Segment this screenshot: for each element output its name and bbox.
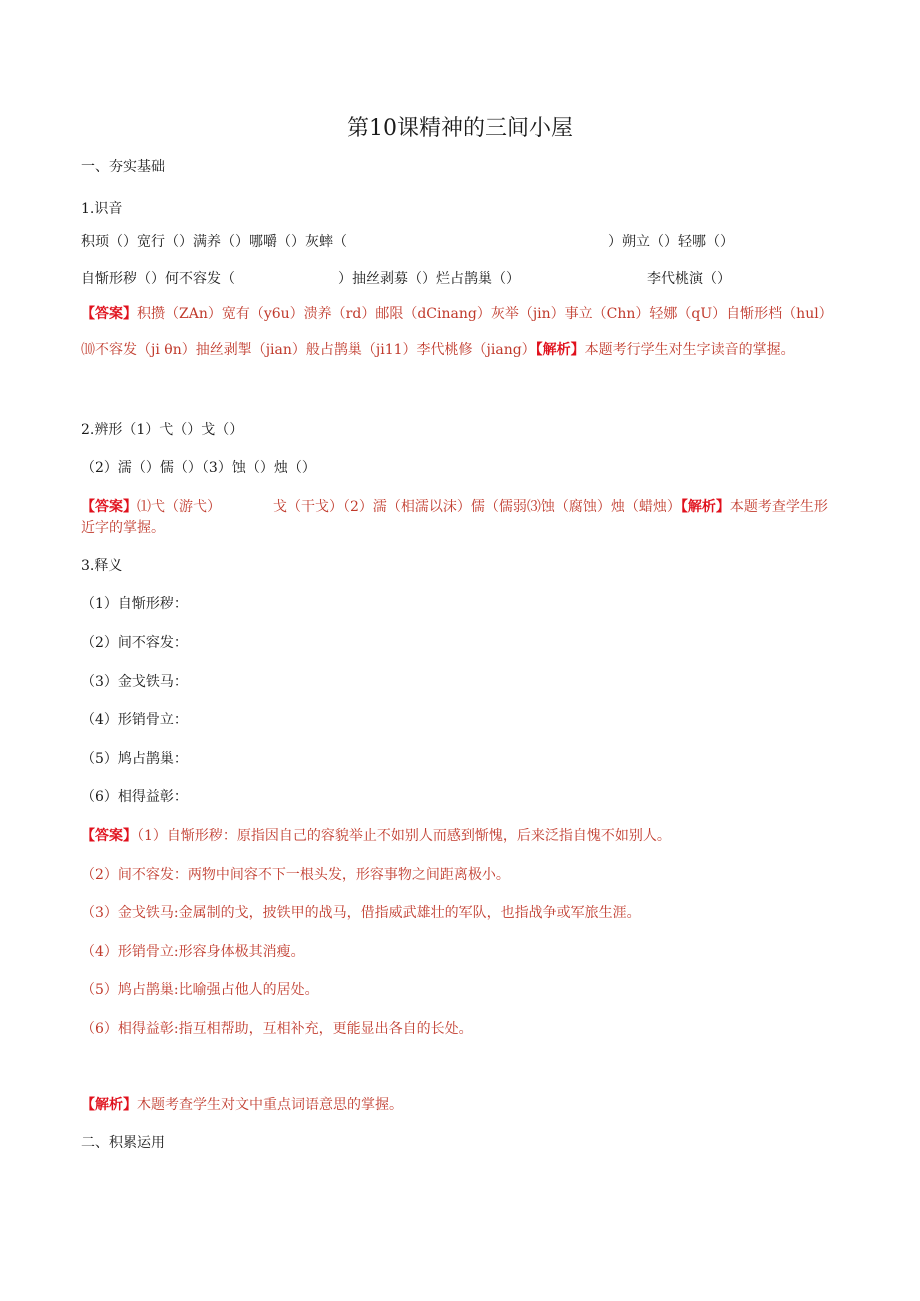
q2-analysis-text: 本题考查学生形近字的掌握。 [81,499,828,536]
analysis-tag: 【解析】 [81,1097,137,1113]
analysis-tag: 【解析】 [680,499,730,515]
page-title: 第10课精神的三间小屋 [347,116,573,141]
q3-heading: 3.释义 [81,558,123,574]
answer-tag: 【答案】 [81,828,137,844]
analysis-tag: 【解析】 [535,342,585,358]
q1-answer-block [81,296,841,368]
q3-item: （3）金戈铁马： [81,674,188,690]
q3-item: （2）间不容发： [81,635,188,651]
q3-answer-line [81,826,671,846]
section-heading-2: 二、积累运用 [81,1135,165,1151]
q1-analysis-text: 本题考行学生对生字读音的掌握。 [584,342,795,358]
q1-row1-part-a: 积顼（）宽行（）满养（）哪嚼（）灰蟀（ [81,234,347,250]
q1-row1-part-b: ）朔立（）轻哪（） [608,234,734,250]
q3-analysis-line [81,1095,403,1115]
q3-analysis-text: 木题考查学生对文中重点词语意思的掌握。 [137,1097,403,1113]
q3-answer-line: （5）鸠占鹊巢:比喻强占他人的居处。 [81,982,319,998]
q1-row2-part-b: ）抽丝剥募（）烂占鹊巢（） [338,271,520,287]
answer-tag: 【答案】 [81,499,137,515]
q3-answer-line: （2）间不容发：两物中间容不下一根头发，形容事物之间距离极小。 [81,867,510,883]
q3-answer-line: （6）相得益彰:指互相帮助，互相补充，更能显出各自的长处。 [81,1021,473,1037]
q2-line2: （2）濡（）儒（）（3）蚀（）烛（） [81,460,316,476]
section-heading-1: 一、夯实基础 [81,159,165,175]
q3-answer-line: （3）金戈铁马:金属制的戈，披铁甲的战马，借指威武雄壮的军队，也指战争或军旅生涯。 [81,905,641,921]
q3-item: （6）相得益彰： [81,789,188,805]
q2-answer-text-b: 戈（干戈）（2）濡（相濡以沫）儒（儒弱⑶蚀（腐蚀）烛（蜡烛） [273,499,681,515]
q2-answer-text-a: ⑴弋（游弋） [137,499,221,515]
q3-item: （5）鸠占鹊巢： [81,751,188,767]
q3-answer-text: （1）自惭形秽：原指因自己的容貌举止不如别人而感到惭愧，后来泛指自愧不如别人。 [137,828,671,844]
q2-heading: 2.辨形（1）弋（）戈（） [81,422,244,438]
q3-item: （1）自惭形秽： [81,596,188,612]
q1-row2-part-c: 李代桃演（） [647,271,731,287]
q1-answer-text: 积攒（ZAn）宽有（y6u）溃养（rd）邮限（dCinang）灰举（jin）事立（Chn）轻娜（qU）自惭形档（hul）⑽不容发（ji θn）抽丝剥掣（jian）般占鹊巢（ji11）李代桃修（jiang） [81,306,833,358]
q1-row2-part-a: 自惭形秽（）何不容发（ [81,271,235,287]
q3-answer-line: （4）形销骨立:形容身体极其消瘦。 [81,944,305,960]
q2-answer-part-b [81,497,841,539]
answer-tag: 【答案】 [81,306,137,322]
q1-heading: 1.识音 [81,201,123,217]
q3-item: （4）形销骨立： [81,712,188,728]
